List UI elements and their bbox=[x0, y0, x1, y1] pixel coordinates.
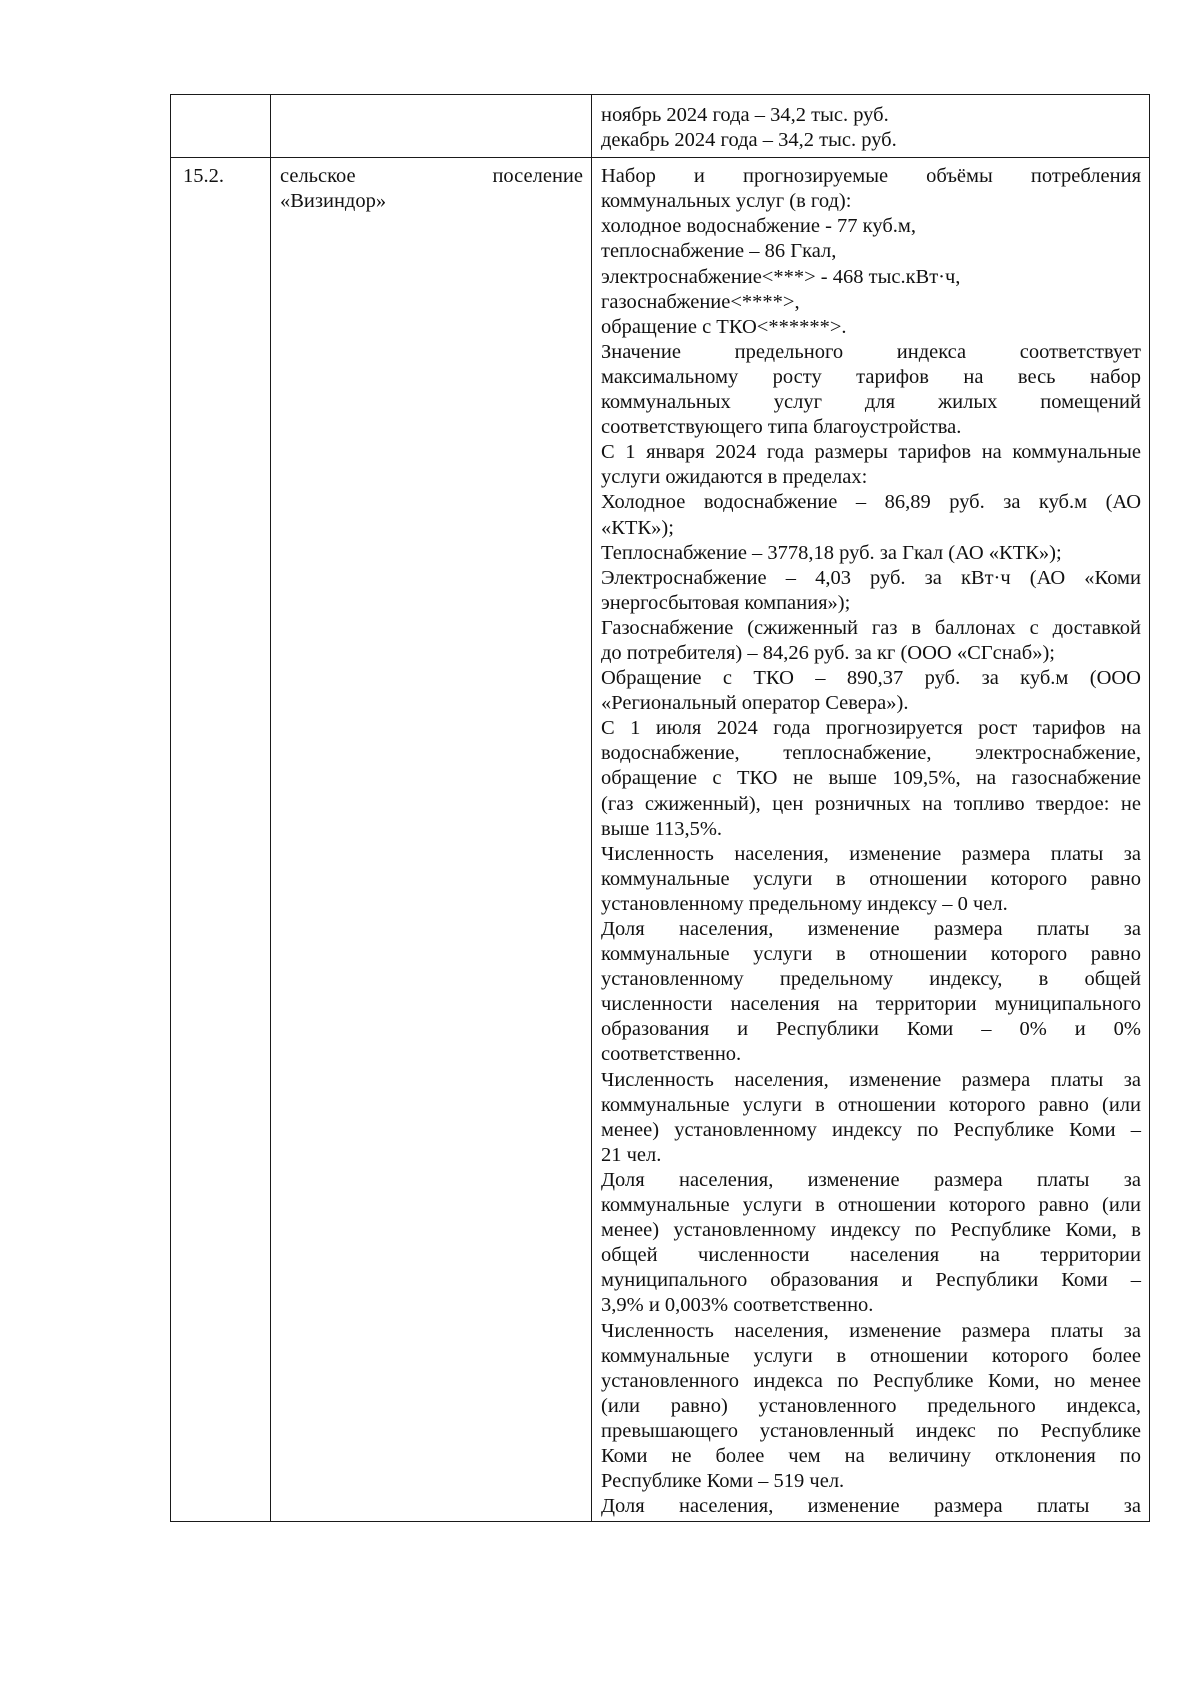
description-line: максимальному росту тарифов на весь набор bbox=[601, 365, 1141, 388]
description-line: образования и Республики Коми – 0% и 0% bbox=[601, 1018, 1141, 1041]
name-cell-empty bbox=[271, 95, 592, 158]
description-line: энергосбытовая компания»); bbox=[601, 591, 851, 614]
description-line: Доля населения, изменение размера платы за bbox=[601, 1168, 1141, 1191]
table-row-15-2 bbox=[171, 158, 1150, 1522]
description-cell-continuation bbox=[592, 95, 1150, 158]
description-line: численности населения на территории муниципального bbox=[601, 993, 1141, 1016]
settlement-name-part: сельское bbox=[280, 165, 356, 188]
description-line: теплоснабжение – 86 Гкал, bbox=[601, 240, 837, 263]
text-line: ноябрь 2024 года – 34,2 тыс. руб. bbox=[601, 104, 889, 126]
description-line: Численность населения, изменение размера платы за bbox=[601, 1319, 1141, 1342]
number-cell-empty bbox=[171, 95, 271, 158]
description-line: коммунальных услуг для жилых помещений bbox=[601, 391, 1141, 414]
description-line: менее) установленному индексу по Республике Коми – bbox=[601, 1118, 1141, 1141]
description-line: «Региональный оператор Севера»). bbox=[601, 692, 909, 715]
description-line: 21 чел. bbox=[601, 1143, 662, 1166]
description-line: обращение с ТКО<******>. bbox=[601, 315, 847, 338]
description-line: превышающего установленный индекс по Республике bbox=[601, 1419, 1141, 1442]
settlement-name-cell bbox=[271, 158, 592, 1522]
description-line: коммунальных услуг (в год): bbox=[601, 190, 852, 213]
description-line: менее) установленному индексу по Республике Коми, в bbox=[601, 1219, 1141, 1242]
row-number: 15.2. bbox=[183, 165, 224, 188]
description-line: общей численности населения на территории bbox=[601, 1244, 1141, 1267]
description-line: (или равно) установленного предельного индекса, bbox=[601, 1394, 1141, 1417]
description-line: (газ сжиженный), цен розничных на топливо твердое: не bbox=[601, 792, 1141, 815]
description-line: холодное водоснабжение - 77 куб.м, bbox=[601, 215, 916, 238]
description-line: Доля населения, изменение размера платы за bbox=[601, 918, 1141, 940]
description-line: соответственно. bbox=[601, 1043, 742, 1066]
description-line: Электроснабжение – 4,03 руб. за кВт·ч (АО «Коми bbox=[601, 566, 1141, 589]
description-line: Обращение с ТКО – 890,37 руб. за куб.м (ООО bbox=[601, 667, 1141, 690]
description-line: С 1 января 2024 года размеры тарифов на коммунальные bbox=[601, 441, 1141, 464]
description-line: Холодное водоснабжение – 86,89 руб. за куб.м (АО bbox=[601, 491, 1141, 514]
description-line: до потребителя) – 84,26 руб. за кг (ООО «СГснаб»); bbox=[601, 641, 1055, 664]
description-line: соответствующего типа благоустройства. bbox=[601, 416, 962, 439]
description-cell bbox=[592, 158, 1150, 1522]
description-line: коммунальные услуги в отношении которого более bbox=[601, 1344, 1141, 1367]
settlement-name-part: поселение bbox=[492, 165, 583, 188]
description-line: коммунальные услуги в отношении которого равно (или bbox=[601, 1093, 1141, 1116]
description-line: установленному предельному индексу, в общей bbox=[601, 968, 1141, 991]
description-line: газоснабжение<****>, bbox=[601, 290, 800, 313]
description-line: Газоснабжение (сжиженный газ в баллонах с доставкой bbox=[601, 616, 1141, 639]
description-line: муниципального образования и Республики Коми – bbox=[601, 1269, 1141, 1292]
settlement-name: «Визиндор» bbox=[280, 190, 387, 213]
description-line: 3,9% и 0,003% соответственно. bbox=[601, 1294, 874, 1317]
description-line: Республике Коми – 519 чел. bbox=[601, 1470, 845, 1493]
description-line: установленному предельному индексу – 0 чел. bbox=[601, 892, 1008, 915]
row-number-cell bbox=[171, 158, 271, 1522]
description-line: услуги ожидаются в пределах: bbox=[601, 466, 868, 489]
description-line: С 1 июля 2024 года прогнозируется рост тарифов на bbox=[601, 717, 1141, 740]
description-line: Численность населения, изменение размера платы за bbox=[601, 1068, 1141, 1091]
description-line: выше 113,5%. bbox=[601, 817, 723, 840]
description-line: электроснабжение<***> - 468 тыс.кВт·ч, bbox=[601, 265, 961, 288]
description-line: «КТК»); bbox=[601, 516, 674, 539]
description-line: Набор и прогнозируемые объёмы потребления bbox=[601, 165, 1141, 188]
description-line: Коми не более чем на величину отклонения по bbox=[601, 1444, 1141, 1467]
description-line: Доля населения, изменение размера платы за bbox=[601, 1495, 1141, 1518]
description-line: коммунальные услуги в отношении которого равно (или bbox=[601, 1194, 1141, 1217]
description-line: обращение с ТКО не выше 109,5%, на газоснабжение bbox=[601, 767, 1141, 790]
description-line: коммунальные услуги в отношении которого равно bbox=[601, 943, 1141, 966]
description-text bbox=[592, 158, 1149, 1521]
description-line: Значение предельного индекса соответствует bbox=[601, 340, 1141, 363]
description-line: Теплоснабжение – 3778,18 руб. за Гкал (АО «КТК»); bbox=[601, 541, 1062, 564]
text-line: декабрь 2024 года – 34,2 тыс. руб. bbox=[601, 129, 897, 152]
table-row-continuation bbox=[171, 95, 1150, 158]
description-line: коммунальные услуги в отношении которого равно bbox=[601, 867, 1141, 890]
tariff-table bbox=[170, 94, 1150, 1522]
description-line: установленного индекса по Республике Коми, но менее bbox=[601, 1369, 1141, 1392]
settlement-name-line bbox=[280, 164, 583, 189]
description-line: Численность населения, изменение размера платы за bbox=[601, 842, 1141, 865]
description-line: водоснабжение, теплоснабжение, электроснабжение, bbox=[601, 742, 1141, 765]
